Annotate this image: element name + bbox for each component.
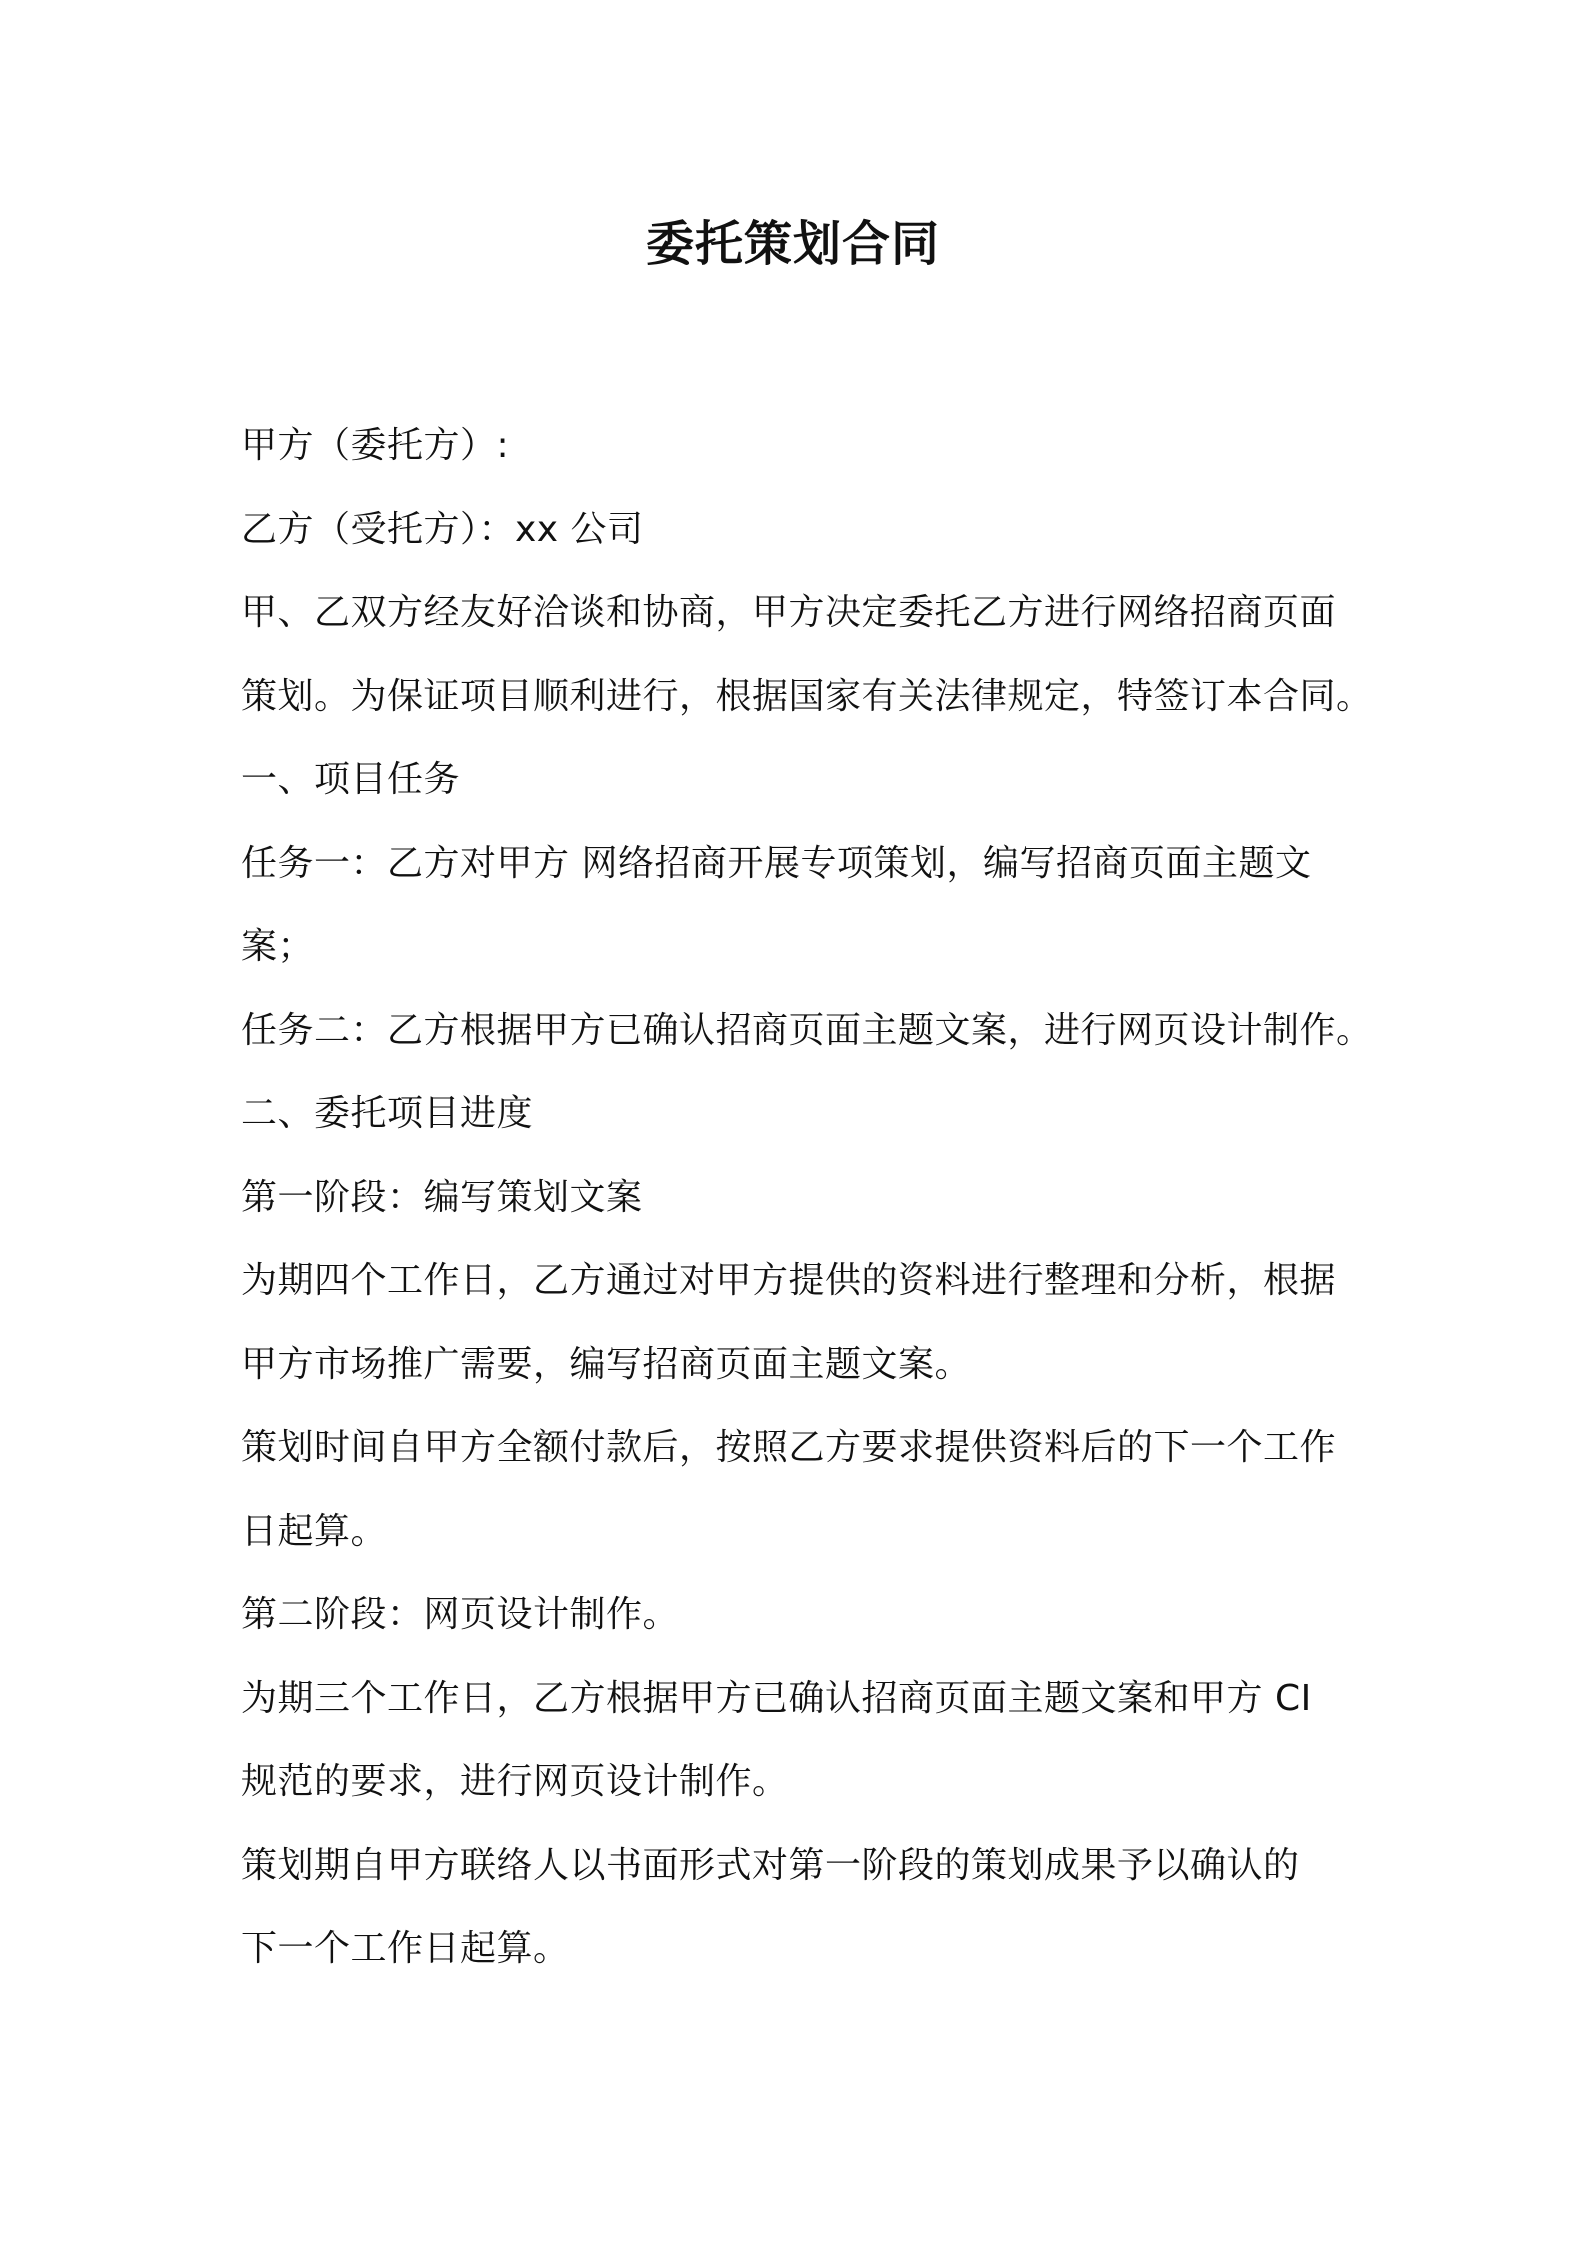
document-body <box>241 404 1373 1991</box>
task-one-line-2: 案； <box>241 926 315 967</box>
task-one-line-1: 任务一：乙方对甲方 网络招商开展专项策划，编写招商页面主题文 <box>241 842 1312 884</box>
preamble-line-1: 甲、乙双方经友好洽谈和协商，甲方决定委托乙方进行网络招商页面 <box>241 592 1337 633</box>
party-b-line: 乙方（受托方）：xx 公司 <box>241 508 644 550</box>
phase-two-timing-line-1: 策划期自甲方联络人以书面形式对第一阶段的策划成果予以确认的 <box>241 1844 1300 1886</box>
party-a-line: 甲方（委托方）: <box>241 425 510 466</box>
phase-two-timing-line-2: 下一个工作日起算。 <box>241 1928 570 1969</box>
phase-two-desc-line-2: 规范的要求，进行网页设计制作。 <box>241 1761 789 1802</box>
preamble-line-2: 策划。为保证项目顺利进行，根据国家有关法律规定，特签订本合同。 <box>241 675 1373 717</box>
task-two-line: 任务二：乙方根据甲方已确认招商页面主题文案，进行网页设计制作。 <box>241 1009 1373 1051</box>
phase-two-heading: 第二阶段：网页设计制作。 <box>241 1594 680 1635</box>
section-heading-progress: 二、委托项目进度 <box>241 1093 534 1134</box>
phase-one-timing-line-2: 日起算。 <box>241 1510 388 1552</box>
phase-one-desc-line-1: 为期四个工作日，乙方通过对甲方提供的资料进行整理和分析，根据 <box>241 1260 1337 1301</box>
phase-one-heading: 第一阶段：编写策划文案 <box>241 1176 643 1218</box>
document-title: 委托策划合同 <box>645 216 940 272</box>
section-heading-project-tasks: 一、项目任务 <box>241 759 461 800</box>
phase-one-timing-line-1: 策划时间自甲方全额付款后，按照乙方要求提供资料后的下一个工作 <box>241 1427 1337 1468</box>
phase-one-desc-line-2: 甲方市场推广需要，编写招商页面主题文案。 <box>241 1343 972 1385</box>
phase-two-desc-line-1: 为期三个工作日，乙方根据甲方已确认招商页面主题文案和甲方 CI <box>241 1677 1312 1719</box>
